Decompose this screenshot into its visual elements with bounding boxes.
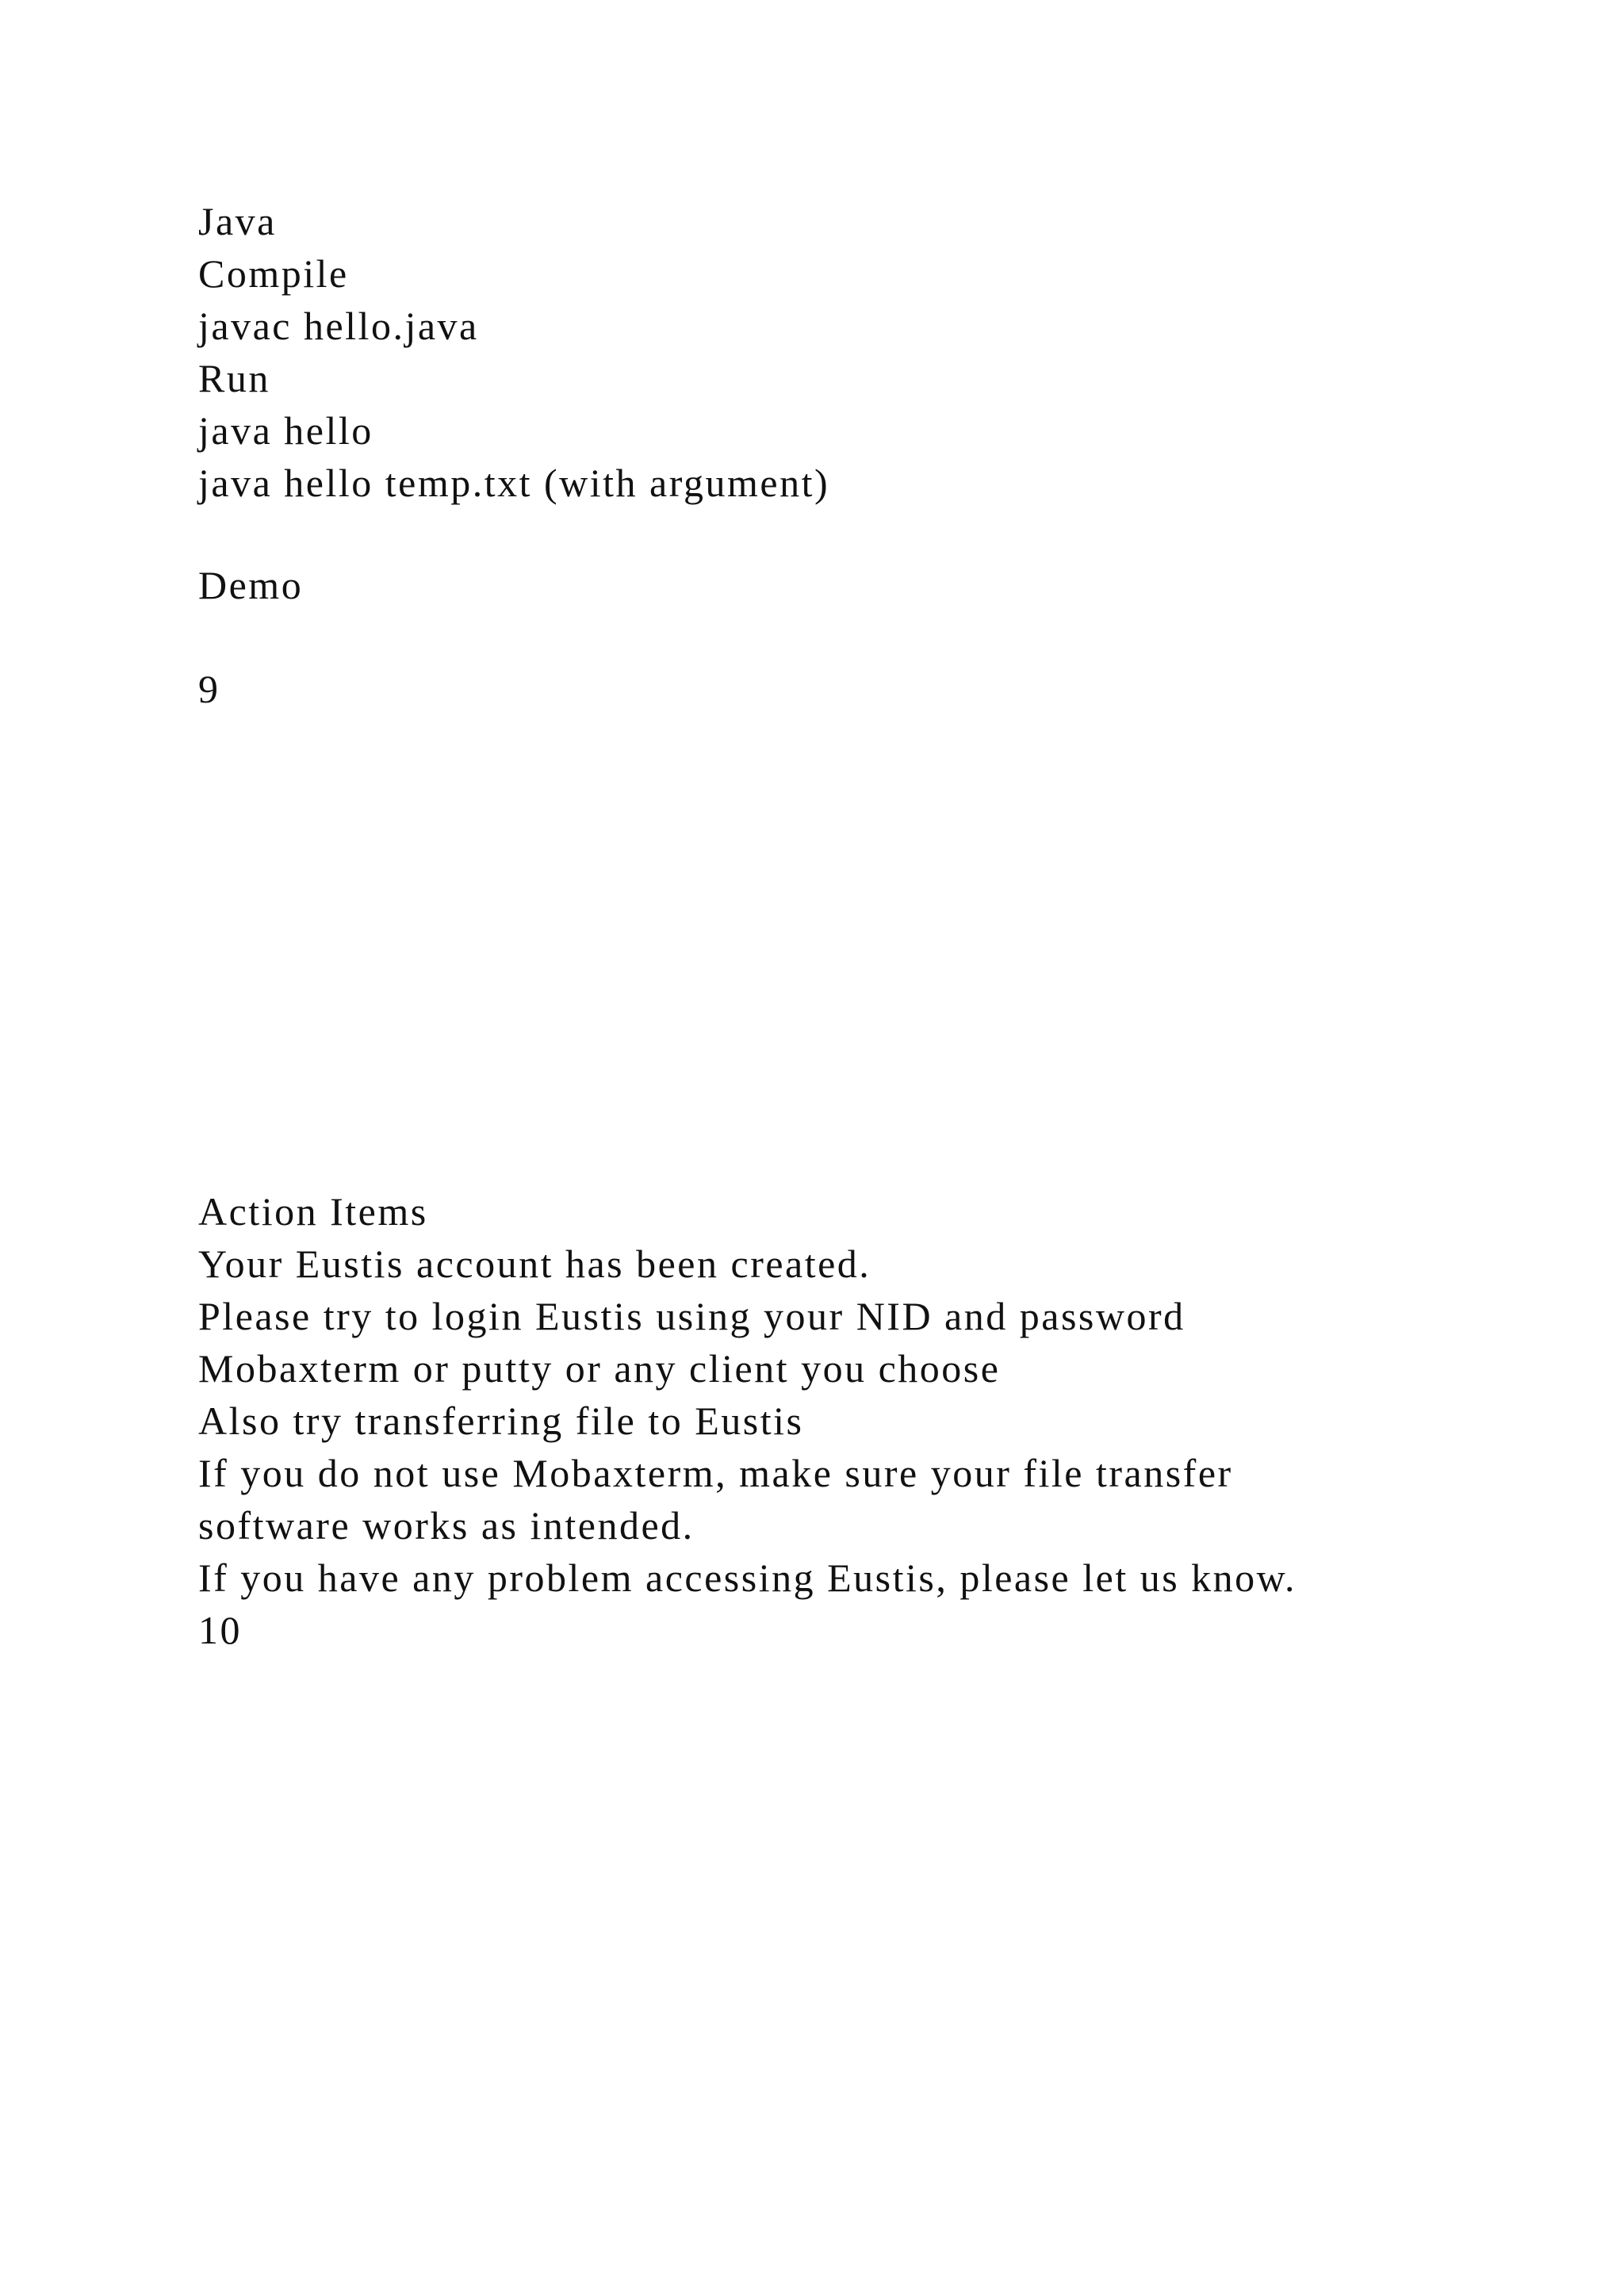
page-number-9: [198, 663, 1546, 715]
run-command-with-argument: java hello temp.txt (with argument): [198, 461, 830, 505]
run-label: Run: [198, 356, 270, 400]
action-item-line: If you do not use Mobaxterm, make sure your file transfer: [198, 1451, 1233, 1495]
demo-section: [198, 559, 1546, 611]
page-number: 10: [198, 1608, 242, 1652]
run-command: java hello: [198, 408, 373, 453]
action-item-line: Mobaxterm or putty or any client you choose: [198, 1346, 1001, 1391]
java-heading: Java: [198, 199, 277, 243]
demo-label: Demo: [198, 563, 304, 607]
compile-label: Compile: [198, 251, 349, 296]
action-item-line: Also try transferring file to Eustis: [198, 1399, 804, 1443]
action-item-line: Please try to login Eustis using your NID and password: [198, 1294, 1185, 1338]
compile-command: javac hello.java: [198, 304, 479, 348]
action-item-line: If you have any problem accessing Eustis, please let us know.: [198, 1556, 1297, 1600]
action-items-heading: Action Items: [198, 1189, 428, 1234]
page-number: 9: [198, 667, 220, 711]
action-item-line: software works as intended.: [198, 1503, 695, 1548]
action-items-section: [198, 1185, 1546, 1656]
java-section: [198, 195, 1546, 509]
action-item-line: Your Eustis account has been created.: [198, 1242, 871, 1286]
